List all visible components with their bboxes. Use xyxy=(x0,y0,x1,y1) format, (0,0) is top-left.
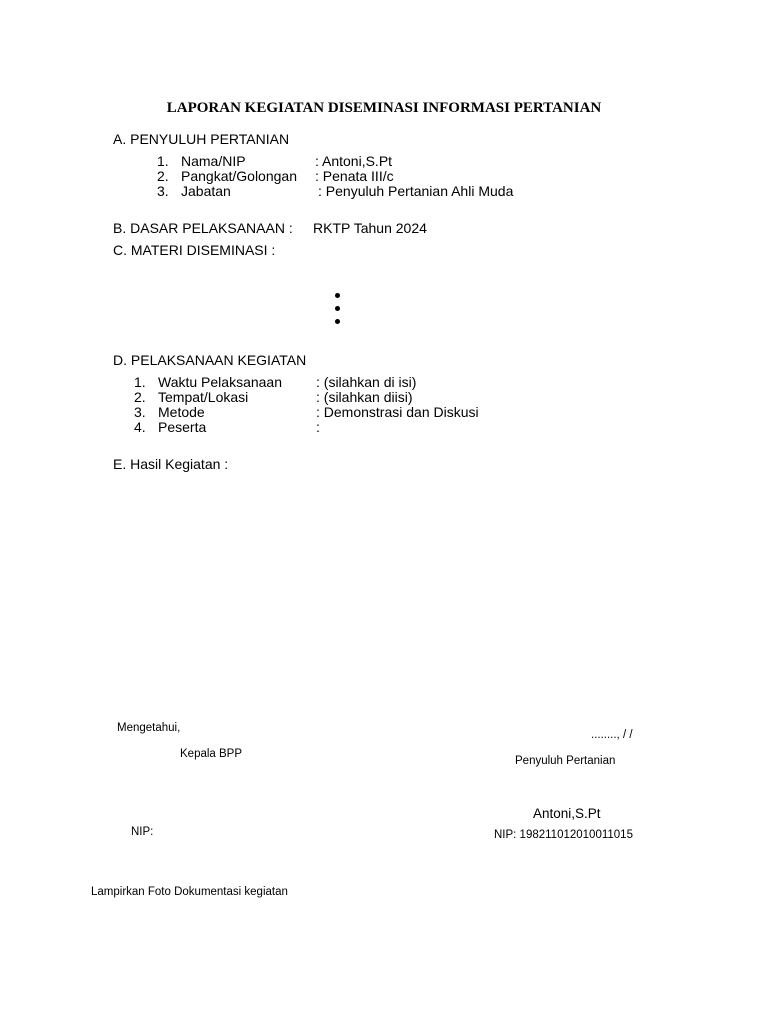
right-date: ........, / / xyxy=(591,729,633,741)
right-nip: NIP: 198211012010011015 xyxy=(494,829,633,841)
right-name: Antoni,S.Pt xyxy=(533,806,601,821)
left-nip: NIP: xyxy=(131,826,154,838)
section-d-value-1: : (silahkan di isi) xyxy=(316,374,417,390)
section-a-label-2: Pangkat/Golongan xyxy=(181,168,297,184)
section-d-heading: D. PELAKSANAAN KEGIATAN xyxy=(113,352,307,368)
section-a-label-1: Nama/NIP xyxy=(181,153,246,169)
section-a-num-2: 2. xyxy=(157,168,169,184)
section-a-value-3: : Penyuluh Pertanian Ahli Muda xyxy=(318,183,514,199)
section-d-value-2: : (silahkan diisi) xyxy=(316,389,413,405)
left-known-label: Mengetahui, xyxy=(117,722,181,734)
section-a-value-2: : Penata III/c xyxy=(315,168,394,184)
bullet-icon xyxy=(335,306,340,311)
section-d-value-3: : Demonstrasi dan Diskusi xyxy=(316,404,479,420)
section-d-label-2: Tempat/Lokasi xyxy=(158,389,249,405)
section-d-num-4: 4. xyxy=(134,419,146,435)
section-a-heading: A. PENYULUH PERTANIAN xyxy=(113,131,290,147)
bullet-icon xyxy=(335,293,340,298)
bullet-icon xyxy=(335,319,340,324)
section-d-num-2: 2. xyxy=(134,389,146,405)
section-d-label-1: Waktu Pelaksanaan xyxy=(158,374,282,390)
section-a-num-1: 1. xyxy=(157,153,169,169)
section-d-num-3: 3. xyxy=(134,404,146,420)
section-c-heading: C. MATERI DISEMINASI : xyxy=(113,242,276,258)
section-d-label-3: Metode xyxy=(158,404,205,420)
section-a-num-3: 3. xyxy=(157,183,169,199)
section-e-heading: E. Hasil Kegiatan : xyxy=(113,456,229,472)
document-title: LAPORAN KEGIATAN DISEMINASI INFORMASI PERTANIAN xyxy=(166,100,602,116)
section-b-value: RKTP Tahun 2024 xyxy=(313,220,427,236)
right-role: Penyuluh Pertanian xyxy=(515,755,616,767)
section-b-heading: B. DASAR PELAKSANAAN : xyxy=(113,220,293,236)
section-a-label-3: Jabatan xyxy=(181,183,231,199)
section-d-value-4: : xyxy=(316,419,320,435)
footer-note: Lampirkan Foto Dokumentasi kegiatan xyxy=(91,886,288,898)
left-role: Kepala BPP xyxy=(180,748,243,760)
section-d-num-1: 1. xyxy=(134,374,146,390)
section-d-label-4: Peserta xyxy=(158,419,207,435)
section-a-value-1: : Antoni,S.Pt xyxy=(315,153,393,169)
